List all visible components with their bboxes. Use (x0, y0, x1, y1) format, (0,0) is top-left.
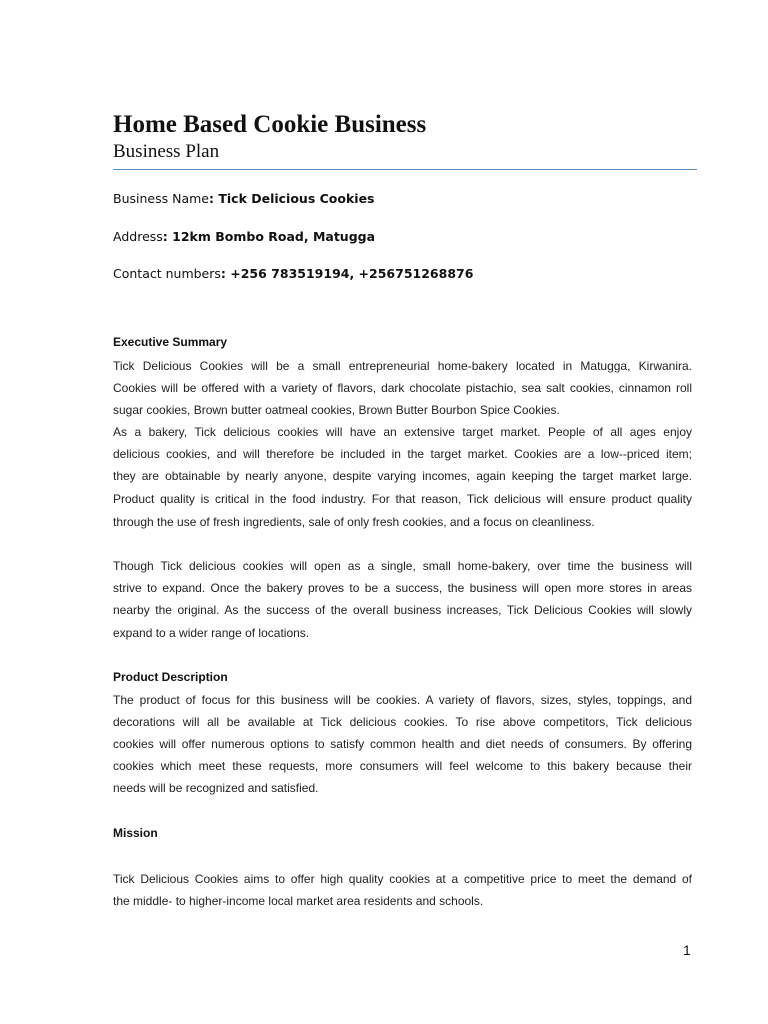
business-name-line (113, 191, 375, 207)
paragraph-line: through the use of fresh ingredients, sale of only fresh cookies, and a focus on cleanliness. (113, 515, 595, 529)
paragraph-line: strive to expand. Once the bakery proves to be a success, the business will open more stores in areas (113, 581, 692, 595)
paragraph-line: The product of focus for this business will be cookies. A variety of flavors, sizes, styles, toppings, and (113, 693, 692, 707)
paragraph-line: the middle- to higher-income local market area residents and schools. (113, 894, 484, 908)
business-name-label: Business Name (113, 191, 209, 206)
paragraph-line: sugar cookies, Brown butter oatmeal cookies, Brown Butter Bourbon Spice Cookies. (113, 403, 560, 417)
paragraph-line: decorations will all be available at Tick delicious cookies. To rise above competitors, Tick delicious (113, 715, 692, 729)
contact-separator: : (220, 266, 231, 281)
paragraph-line: Though Tick delicious cookies will open as a single, small home-bakery, over time the business will (113, 559, 692, 573)
mission-heading: Mission (113, 826, 158, 840)
page-number: 1 (683, 942, 691, 958)
title-divider (113, 169, 697, 170)
business-name-separator: : (208, 191, 219, 206)
address-label: Address (113, 229, 163, 244)
paragraph-line: Product quality is critical in the food industry. For that reason, Tick delicious will ensure product quality (113, 492, 692, 506)
executive-summary-heading: Executive Summary (113, 335, 228, 349)
address-separator: : (162, 229, 173, 244)
document-title: Home Based Cookie Business (113, 111, 427, 138)
document-subtitle: Business Plan (113, 141, 220, 162)
paragraph-line: As a bakery, Tick delicious cookies will have an extensive target market. People of all ages enjoy (113, 425, 692, 439)
contact-value: +256 783519194, +256751268876 (230, 266, 474, 281)
paragraph-line: Tick Delicious Cookies will be a small entrepreneurial home-bakery located in Matugga, Kirwanira. (113, 359, 692, 373)
paragraph-line: cookies which meet these requests, more consumers will feel welcome to this bakery because their (113, 759, 692, 773)
contact-label: Contact numbers (113, 266, 221, 281)
address-line (113, 229, 375, 245)
paragraph-line: nearby the original. As the success of the overall business increases, Tick Delicious Cookies will slowly (113, 603, 692, 617)
product-description-heading: Product Description (113, 670, 228, 684)
paragraph-line: delicious cookies, and will therefore be included in the target market. Cookies are a low--priced item; (113, 447, 692, 461)
paragraph-line: expand to a wider range of locations. (113, 626, 310, 640)
paragraph-line: needs will be recognized and satisfied. (113, 781, 319, 795)
contact-line (113, 266, 473, 282)
business-name-value: Tick Delicious Cookies (218, 191, 375, 206)
paragraph-line: Tick Delicious Cookies aims to offer high quality cookies at a competitive price to meet the demand of (113, 872, 692, 886)
address-value: 12km Bombo Road, Matugga (172, 229, 376, 244)
paragraph-line: they are obtainable by nearly anyone, despite varying incomes, again keeping the target market large. (113, 469, 692, 483)
paragraph-line: Cookies will be offered with a variety of flavors, dark chocolate pistachio, sea salt cookies, cinnamon roll (113, 381, 692, 395)
paragraph-line: cookies will offer numerous options to satisfy common health and diet needs of consumers. By offering (113, 737, 692, 751)
